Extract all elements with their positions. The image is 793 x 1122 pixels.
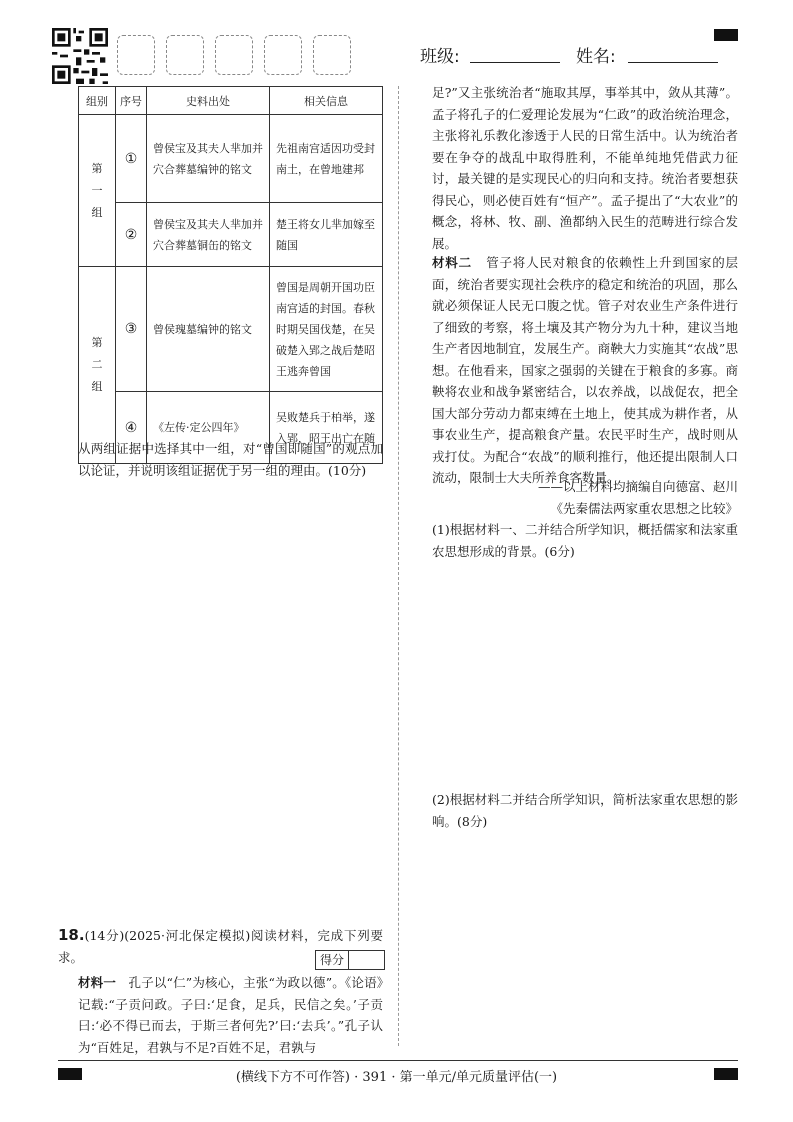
evidence-table <box>78 86 383 464</box>
citation-line: 《先秦儒法两家重农思想之比较》 <box>550 500 738 516</box>
score-label: 得分 <box>316 951 349 969</box>
sub2-answer-area[interactable] <box>432 835 738 1050</box>
table-header: 相关信息 <box>270 87 383 115</box>
citation-line: ——以上材料均摘编自向德富、赵川 <box>537 479 738 494</box>
page-footer: (横线下方不可作答) · 391 · 第一单元/单元质量评估(一) <box>235 1070 558 1085</box>
source-cell: 曾侯宝及其夫人芈加并穴合葬墓铜缶的铭文 <box>147 203 270 267</box>
material2-text: 管子将人民对粮食的依赖性上升到国家的层面，统治者要实现社会秩序的稳定和统治的巩固，那么就必须保证人民无口腹之忧。管子对农业生产条件进行了细致的考察，将土壤及其产物分为九十种，建议当地生产者因地制宜，发展生产。商鞅大力实施其“农战”思想。在他看来，国家之强弱的关键在于粮食的多寡。商鞅将农业和战争紧密结合，以农养战，以战促农，把全国大部分劳动力都束缚在土地上，使其成为耕作者，从事农业生产，提高粮食产量。农民平时生产，战时则从戎打仗。为配合“农战”的顺利推行，他还提出限制人口流动，限制士大夫所养食客数量。 <box>432 255 738 485</box>
material1-label: 材料一 <box>78 975 117 990</box>
group-name: 第一组 <box>91 161 103 219</box>
table-header: 史料出处 <box>147 87 270 115</box>
citation <box>432 476 738 519</box>
table-header: 序号 <box>116 87 147 115</box>
material2-label: 材料二 <box>432 255 472 270</box>
table-row <box>79 115 383 203</box>
table-row <box>79 203 383 267</box>
seq-cell: ④ <box>116 392 147 464</box>
score-box <box>166 35 204 75</box>
source-cell: 曾侯瑰墓编钟的铭文 <box>147 267 270 392</box>
table-header: 组别 <box>79 87 116 115</box>
group-cell <box>79 115 116 267</box>
info-cell: 曾国是周朝开国功臣南宫适的封国。春秋时期吴国伐楚，在吴破楚入郢之战后楚昭王逃奔曾国 <box>270 267 383 392</box>
seq-cell: ② <box>116 203 147 267</box>
name-field[interactable] <box>628 62 718 63</box>
score-box <box>117 35 155 75</box>
qr-code-icon <box>52 28 108 84</box>
material2 <box>432 252 738 489</box>
q17-answer-area[interactable] <box>78 490 383 910</box>
column-divider <box>398 86 399 1046</box>
q18-number: 18. <box>58 926 85 944</box>
table-row <box>79 267 383 392</box>
source-cell: 《左传·定公四年》 <box>147 392 270 464</box>
score-box <box>264 35 302 75</box>
info-cell: 先祖南宫适因功受封南土，在曾地建邦 <box>270 115 383 203</box>
info-cell: 吴败楚兵于柏举，遂入郢，昭王出亡在随 <box>270 392 383 464</box>
seq-cell: ③ <box>116 267 147 392</box>
material1-text: 孔子以“仁”为核心，主张“为政以德”。《论语》记载:“子贡问政。子曰:‘足食，足兵，民信之矣。’子贡曰:‘必不得已而去，于斯三者何先?’曰:‘去兵’。”孔子认为“百姓足，君孰与不足?百姓不足，君孰与 <box>78 975 384 1055</box>
group-cell <box>79 267 116 464</box>
table-header-row <box>79 87 383 115</box>
score-box <box>215 35 253 75</box>
source-cell: 曾侯宝及其夫人芈加并穴合葬墓编钟的铭文 <box>147 115 270 203</box>
seq-cell: ① <box>116 115 147 203</box>
info-cell: 楚王将女儿芈加嫁至随国 <box>270 203 383 267</box>
material1-right: 足?”又主张统治者“施取其厚，事举其中，敛从其薄”。孟子将孔子的仁爱理论发展为“仁政”的政治统治理念，主张将礼乐教化渗透于人民的日常生活中。认为统治者要在争夺的战乱中取得胜利，不能单纯地凭借武力征讨，最关键的是实现民心的归向和支持。统治者要想获得民心，则必使百姓有“恒产”。孟子提出了“大农业”的概念，将林、牧、副、渔都纳入民生的范畴进行综合发展。 <box>432 85 738 251</box>
name-label: 姓名: <box>576 47 616 67</box>
q18-intro-text: (14分)(2025·河北保定模拟)阅读材料，完成下列要求。 <box>58 928 383 965</box>
class-field[interactable] <box>470 62 560 63</box>
score-field[interactable] <box>315 950 385 970</box>
class-label: 班级: <box>420 47 460 67</box>
material1-left <box>78 972 383 1058</box>
sub-question-2: (2)根据材料二并结合所学知识，简析法家重农思想的影响。(8分) <box>432 792 738 829</box>
footer-line <box>58 1060 738 1061</box>
q17-prompt: 从两组证据中选择其中一组，对“曾国即随国”的观点加以论证，并说明该组证据优于另一组的理由。(10分) <box>78 441 383 478</box>
sub-question-1: (1)根据材料一、二并结合所学知识，概括儒家和法家重农思想形成的背景。(6分) <box>432 522 738 559</box>
group-name: 第二组 <box>91 336 103 393</box>
sub1-answer-area[interactable] <box>432 565 738 780</box>
corner-mark <box>714 29 738 41</box>
score-box <box>313 35 351 75</box>
